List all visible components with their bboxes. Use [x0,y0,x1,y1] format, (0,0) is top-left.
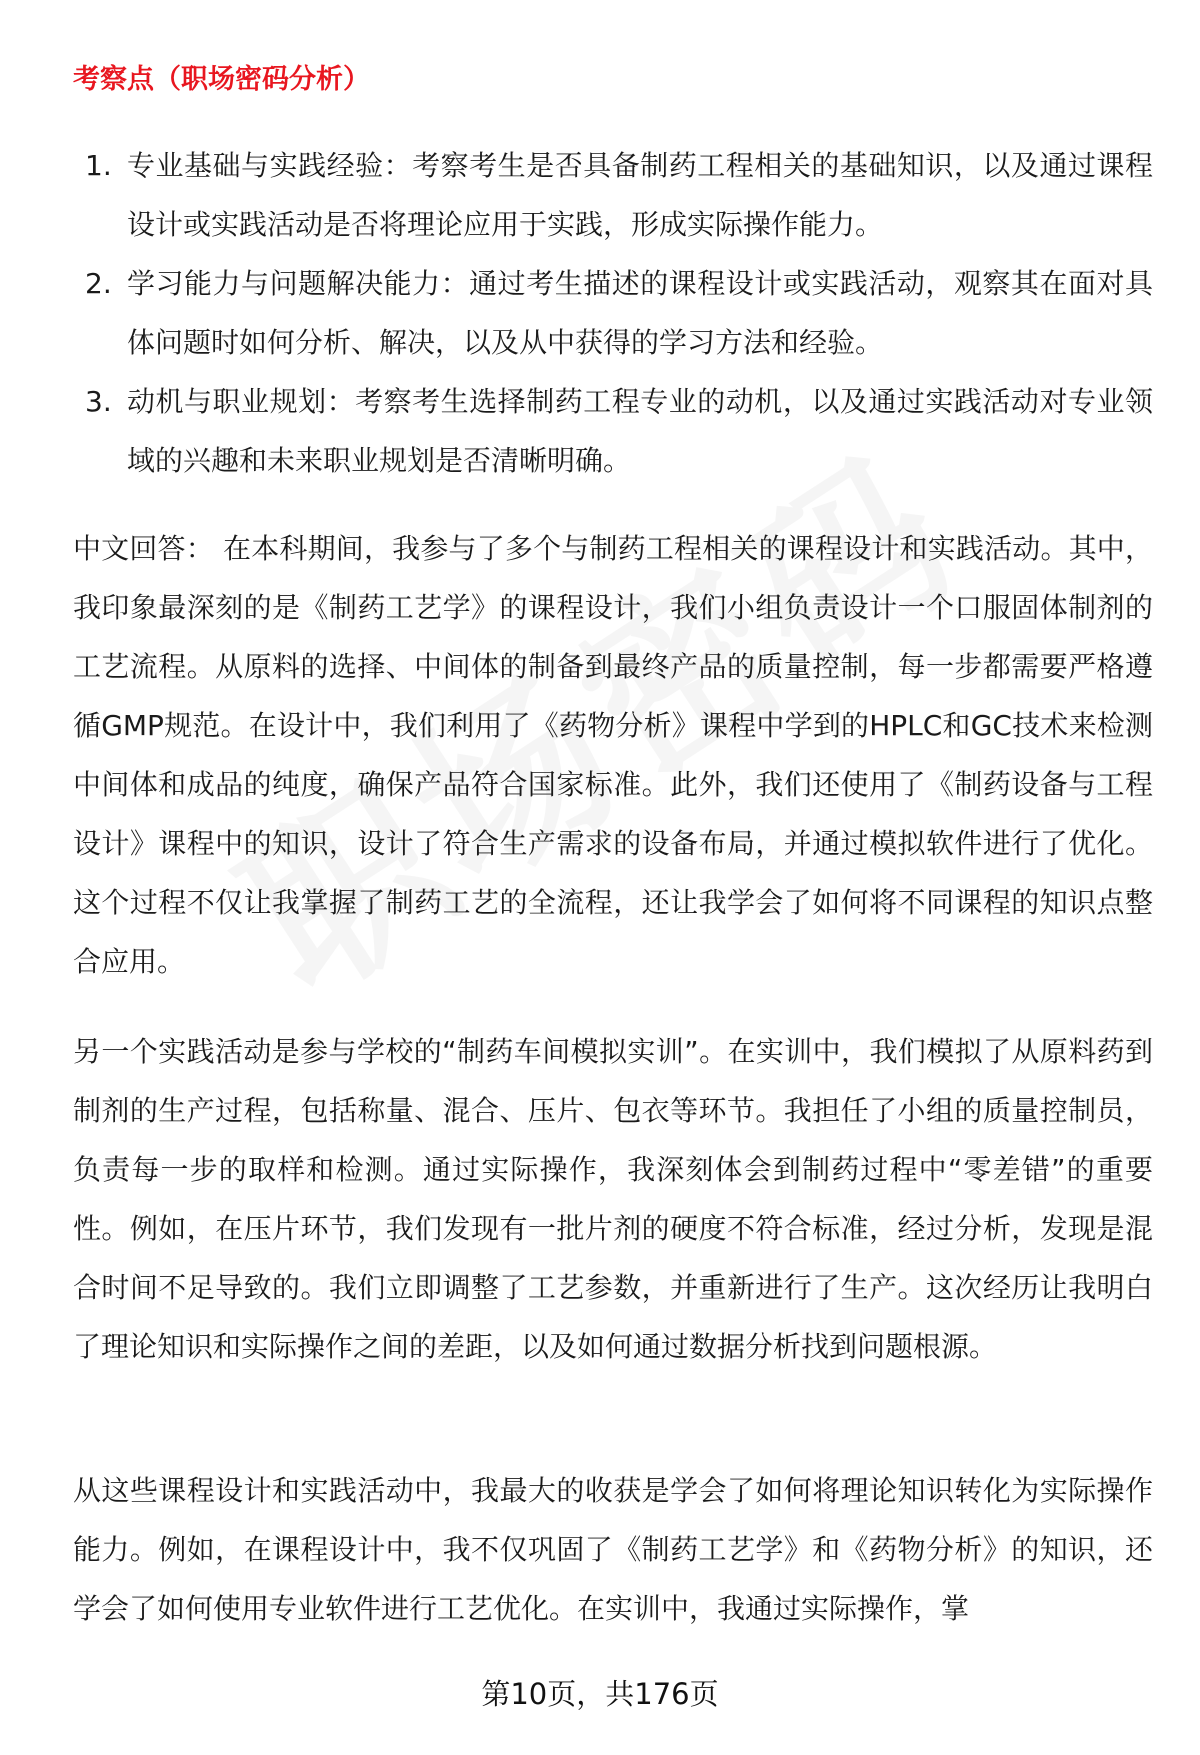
answer-paragraph: 中文回答： 在本科期间，我参与了多个与制药工程相关的课程设计和实践活动。其中，我印象最深刻的是《制药工艺学》的课程设计，我们小组负责设计一个口服固体制剂的工艺流程。从原料的选择、中间体的制备到最终产品的质量控制，每一步都需要严格遵循GMP规范。在设计中，我们利用了《药物分析》课程中学到的HPLC和GC技术来检测中间体和成品的纯度，确保产品符合国家标准。此外，我们还使用了《制药设备与工程设计》课程中的知识，设计了符合生产需求的设备布局，并通过模拟软件进行了优化。这个过程不仅让我掌握了制药工艺的全流程，还让我学会了如何将不同课程的知识点整合应用。 [73,532,1153,978]
answer-paragraph: 从这些课程设计和实践活动中，我最大的收获是学会了如何将理论知识转化为实际操作能力。例如，在课程设计中，我不仅巩固了《制药工艺学》和《药物分析》的知识，还学会了如何使用专业软件进行工艺优化。在实训中，我通过实际操作，掌 [73,1474,1153,1625]
answer-paragraph: 另一个实践活动是参与学校的“制药车间模拟实训”。在实训中，我们模拟了从原料药到制剂的生产过程，包括称量、混合、压片、包衣等环节。我担任了小组的质量控制员，负责每一步的取样和检测。通过实际操作，我深刻体会到制药过程中“零差错”的重要性。例如，在压片环节，我们发现有一批片剂的硬度不符合标准，经过分析，发现是混合时间不足导致的。我们立即调整了工艺参数，并重新进行了生产。这次经历让我明白了理论知识和实际操作之间的差距，以及如何通过数据分析找到问题根源。 [73,1035,1153,1363]
list-item [73,254,1153,372]
list-number: 3. [85,385,112,418]
list-item-text: 学习能力与问题解决能力：通过考生描述的课程设计或实践活动，观察其在面对具体问题时如何分析、解决，以及从中获得的学习方法和经验。 [127,267,1153,359]
list-item [73,136,1153,254]
list-number: 2. [85,267,112,300]
list-item-text: 专业基础与实践经验：考察考生是否具备制药工程相关的基础知识，以及通过课程设计或实践活动是否将理论应用于实践，形成实际操作能力。 [127,149,1153,241]
section-title: 考察点（职场密码分析） [73,64,370,95]
list-item-text: 动机与职业规划：考察考生选择制药工程专业的动机，以及通过实践活动对专业领域的兴趣和未来职业规划是否清晰明确。 [127,385,1153,477]
key-points-list [73,136,1153,490]
list-item [73,372,1153,490]
page-number: 第10页，共176页 [481,1677,719,1711]
list-number: 1. [85,149,112,182]
